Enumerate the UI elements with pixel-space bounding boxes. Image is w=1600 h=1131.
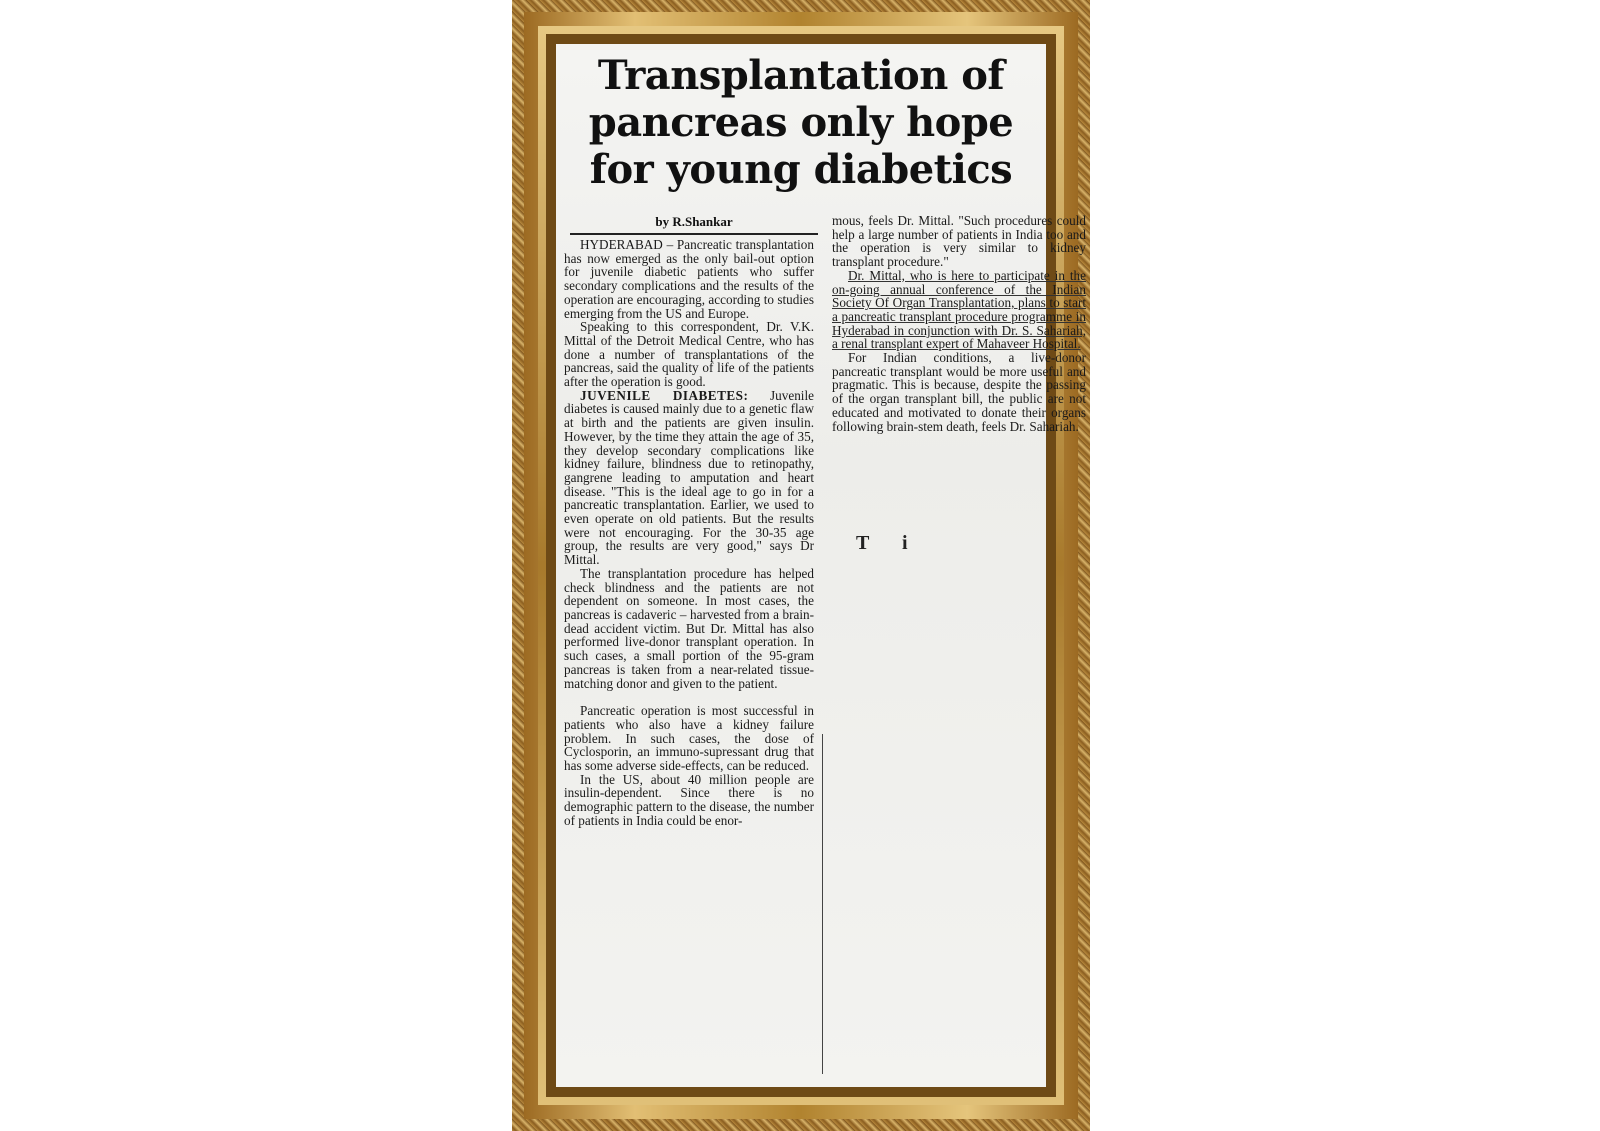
right-column [832,214,1086,433]
frame-inner-edge [546,34,1086,1097]
paragraph-gap [564,690,814,704]
left-column [564,238,814,828]
article-headline [564,52,1038,193]
cut-off-heading-fragment: T i [856,532,922,554]
paragraph: HYDERABAD – Pancreatic transplantation has now emerged as the only bail-out option for juvenile diabetic patients who suffer secondary complications and the results of the operation are encouraging, according to studies emerging from the US and Europe. [564,237,814,321]
headline-line-2: pancreas only hope [588,99,1014,146]
paragraph: Pancreatic operation is most successful in patients who also have a kidney failure problem. In such cases, the dose of Cyclosporin, an immuno-supressant drug that has some adverse side-effects, can be reduced. [564,703,814,774]
newspaper-clipping [556,44,1086,1087]
section-kicker: JUVENILE DIABETES: [580,387,749,403]
paragraph: In the US, about 40 million people are insulin-dependent. Since there is no demographic pattern to the disease, the number of patients in India could be enor- [564,771,814,828]
paragraph: For Indian conditions, a live-donor pancreatic transplant would be more useful and pragmatic. This is because, despite the passing of the organ transplant bill, the public are not educated and motivated to donate their organs following brain-stem death, feels Dr. Sahariah. [832,350,1086,434]
paragraph: mous, feels Dr. Mittal. "Such procedures could help a large number of patients in India too and the operation is very similar to kidney transplant procedure." [832,213,1086,270]
paragraph-body: Juvenile diabetes is caused mainly due to a genetic flaw at birth and the patients are given insulin. However, by the time they attain the age of 35, they develop secondary complications like kidney failure, blindness due to retinopathy, gangrene leading to amputation and heart disease. "This is the ideal age to go in for a pancreatic transplantation. Earlier, we used to even operate on old patients. But the results were not encouraging. For the 30-35 age group, the results are very good," says Dr Mittal. [564,387,814,568]
underlined-paragraph: Dr. Mittal, who is here to participate in the on-going annual conference of the Indian Society Of Organ Transplantation, plans to start a pancreatic transplant procedure programme in Hyderabad in conjunction with Dr. S. Sahariah, a renal transplant expert of Mahaveer Hospital. [832,267,1086,352]
byline-rule [570,233,818,235]
headline-line-1: Transplantation of [597,52,1005,99]
paragraph [564,389,814,567]
paragraph: The transplantation procedure has helped check blindness and the patients are not dependent on someone. In most cases, the pancreas is cadaveric – harvested from a brain-dead accident victim. But Dr. Mittal has also performed live-donor transplant operation. In such cases, a small portion of the 95-gram pancreas is taken from a near-related tissue-matching donor and given to the patient. [564,565,814,691]
headline-line-3: for young diabetics [589,146,1013,193]
paragraph: Speaking to this correspondent, Dr. V.K. Mittal of the Detroit Medical Centre, who has done a number of transplantations of the pancreas, said the quality of life of the patients after the operation is good. [564,319,814,390]
article-byline: by R.Shankar [655,214,733,229]
picture-frame [512,0,1090,1131]
column-divider [822,734,823,1074]
